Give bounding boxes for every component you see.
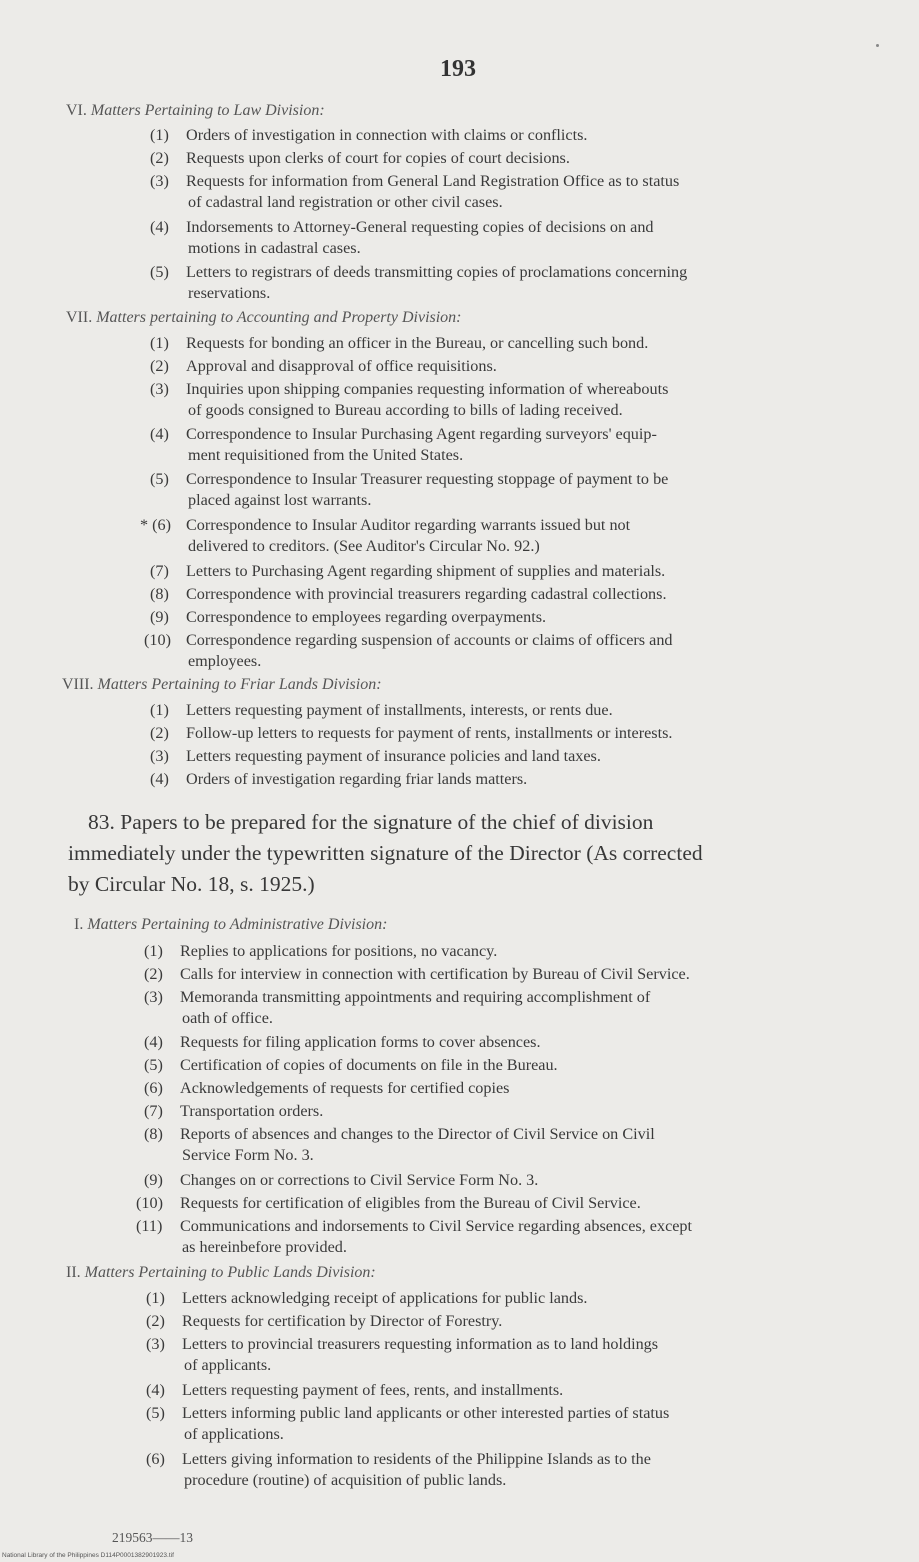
list-item <box>144 1055 880 1076</box>
section-title: Matters Pertaining to Friar Lands Division: <box>97 676 382 693</box>
list-item <box>144 941 880 962</box>
item-text: Correspondence to Insular Auditor regarding warrants issued but not <box>186 516 631 534</box>
item-number: (3) <box>150 172 169 190</box>
list-item <box>150 125 880 146</box>
list-item <box>150 424 880 466</box>
list-item <box>146 1334 880 1376</box>
item-text: Letters giving information to residents of the Philippine Islands as to the <box>182 1450 651 1468</box>
item-number: * (6) <box>140 516 172 534</box>
item-text: Correspondence to employees regarding overpayments. <box>186 608 547 626</box>
item-number: (1) <box>146 1289 165 1307</box>
item-number: (10) <box>144 631 171 649</box>
list-item <box>144 964 880 985</box>
list-item <box>150 469 880 511</box>
item-number: (2) <box>146 1312 165 1330</box>
section-number: I. <box>74 916 84 933</box>
list-item <box>150 356 880 377</box>
item-number: (9) <box>150 608 169 626</box>
list-item <box>136 1216 880 1258</box>
item-number: (5) <box>150 263 169 281</box>
item-text: Follow-up letters to requests for payment of rents, installments or interests. <box>186 724 673 742</box>
item-number: (2) <box>150 357 169 375</box>
item-text: Requests for information from General Land Registration Office as to status <box>186 172 680 190</box>
item-number: (3) <box>144 988 163 1006</box>
item-text-cont: placed against lost warrants. <box>188 491 372 509</box>
item-text: Acknowledgements of requests for certified copies <box>180 1079 510 1097</box>
section-number: VIII. <box>62 676 94 693</box>
section-number: VI. <box>66 102 87 119</box>
item-number: (7) <box>144 1102 163 1120</box>
item-text-cont: reservations. <box>188 284 271 302</box>
item-number: (3) <box>150 747 169 765</box>
item-text-cont: procedure (routine) of acquisition of public lands. <box>184 1471 507 1489</box>
item-text: Requests for certification of eligibles from the Bureau of Civil Service. <box>180 1194 641 1212</box>
item-text: Inquiries upon shipping companies requesting information of whereabouts <box>186 380 669 398</box>
list-item <box>140 515 880 557</box>
section-title: Matters Pertaining to Law Division: <box>90 102 325 119</box>
item-text: Reports of absences and changes to the Director of Civil Service on Civil <box>180 1125 655 1143</box>
item-text: Correspondence to Insular Purchasing Agent regarding surveyors' equip- <box>186 425 657 443</box>
item-number: (9) <box>144 1171 163 1189</box>
page-number: 193 <box>440 56 476 82</box>
list-item <box>150 171 880 213</box>
item-number: (5) <box>144 1056 163 1074</box>
item-number: (4) <box>150 425 169 443</box>
section-title: Matters pertaining to Accounting and Property Division: <box>96 309 462 326</box>
list-item <box>150 262 880 304</box>
item-text: Certification of copies of documents on file in the Bureau. <box>180 1056 558 1074</box>
item-text-cont: of applications. <box>184 1425 284 1443</box>
item-number: (5) <box>146 1404 165 1422</box>
section-heading <box>74 916 387 934</box>
list-item <box>146 1449 880 1491</box>
list-item <box>146 1380 880 1401</box>
item-text-cont: ment requisitioned from the United States. <box>188 446 464 464</box>
section-title: Matters Pertaining to Public Lands Division: <box>84 1264 376 1281</box>
item-text: Letters to provincial treasurers requesting information as to land holdings <box>182 1335 659 1353</box>
item-number: (5) <box>150 470 169 488</box>
section-title: Matters Pertaining to Administrative Division: <box>87 916 388 933</box>
item-text-cont: of cadastral land registration or other civil cases. <box>188 193 503 211</box>
item-text: Transportation orders. <box>180 1102 324 1120</box>
item-number: (4) <box>144 1033 163 1051</box>
paragraph-83-line: 83. Papers to be prepared for the signature of the chief of division <box>88 810 654 834</box>
list-item <box>150 723 880 744</box>
item-number: (4) <box>150 218 169 236</box>
item-number: (3) <box>146 1335 165 1353</box>
item-number: (2) <box>150 149 169 167</box>
item-number: (4) <box>146 1381 165 1399</box>
paragraph-83-line: by Circular No. 18, s. 1925.) <box>68 872 315 896</box>
list-item <box>144 1170 880 1191</box>
list-item <box>150 333 880 354</box>
section-heading <box>66 102 325 120</box>
list-item <box>146 1311 880 1332</box>
section-heading <box>66 1264 376 1282</box>
item-text: Requests for filing application forms to cover absences. <box>180 1033 541 1051</box>
item-text: Replies to applications for positions, no vacancy. <box>180 942 498 960</box>
item-number: (2) <box>150 724 169 742</box>
list-item <box>144 1101 880 1122</box>
paragraph-83-line: immediately under the typewritten signature of the Director (As corrected <box>68 841 703 865</box>
list-item <box>150 746 880 767</box>
item-number: (7) <box>150 562 169 580</box>
item-text: Correspondence regarding suspension of accounts or claims of officers and <box>186 631 673 649</box>
list-item <box>150 148 880 169</box>
item-text: Approval and disapproval of office requisitions. <box>186 357 497 375</box>
item-text: Changes on or corrections to Civil Service Form No. 3. <box>180 1171 539 1189</box>
item-number: (10) <box>136 1194 163 1212</box>
section-number: II. <box>66 1264 81 1281</box>
item-text: Communications and indorsements to Civil Service regarding absences, except <box>180 1217 693 1235</box>
list-item <box>150 561 880 582</box>
list-item <box>150 217 880 259</box>
list-item <box>144 987 880 1029</box>
item-text: Indorsements to Attorney-General requesting copies of decisions on and <box>186 218 654 236</box>
list-item <box>150 379 880 421</box>
section-number: VII. <box>66 309 93 326</box>
list-item <box>144 1124 880 1166</box>
item-number: (6) <box>144 1079 163 1097</box>
item-text-cont: motions in cadastral cases. <box>188 239 361 257</box>
list-item <box>144 1078 880 1099</box>
item-number: (1) <box>150 126 169 144</box>
item-text: Calls for interview in connection with certification by Bureau of Civil Service. <box>180 965 690 983</box>
list-item <box>150 584 880 605</box>
section-heading <box>62 676 382 694</box>
item-text: Letters requesting payment of insurance policies and land taxes. <box>186 747 601 765</box>
item-text: Letters to Purchasing Agent regarding shipment of supplies and materials. <box>186 562 666 580</box>
item-number: (8) <box>144 1125 163 1143</box>
item-text: Correspondence to Insular Treasurer requesting stoppage of payment to be <box>186 470 669 488</box>
item-text: Letters to registrars of deeds transmitting copies of proclamations concerning <box>186 263 688 281</box>
item-number: (1) <box>144 942 163 960</box>
section-heading <box>66 309 462 327</box>
item-text-cont: as hereinbefore provided. <box>182 1238 347 1256</box>
item-number: (1) <box>150 701 169 719</box>
item-text: Requests for certification by Director of Forestry. <box>182 1312 503 1330</box>
item-text: Memoranda transmitting appointments and requiring accomplishment of <box>180 988 651 1006</box>
list-item <box>144 1032 880 1053</box>
item-text: Letters requesting payment of installments, interests, or rents due. <box>186 701 613 719</box>
item-number: (6) <box>146 1450 165 1468</box>
item-number: (4) <box>150 770 169 788</box>
item-text: Letters acknowledging receipt of applications for public lands. <box>182 1289 588 1307</box>
speck <box>876 44 879 47</box>
item-text-cont: delivered to creditors. (See Auditor's Circular No. 92.) <box>188 537 540 555</box>
item-text: Orders of investigation in connection with claims or conflicts. <box>186 126 588 144</box>
list-item <box>146 1288 880 1309</box>
printer-code: 219563——13 <box>112 1530 193 1545</box>
scan-source-note: National Library of the Philippines D114P0001382901923.tif <box>2 1552 174 1559</box>
item-number: (8) <box>150 585 169 603</box>
list-item <box>150 769 880 790</box>
item-number: (3) <box>150 380 169 398</box>
item-text-cont: of applicants. <box>184 1356 272 1374</box>
item-number: (1) <box>150 334 169 352</box>
item-text-cont: oath of office. <box>182 1009 273 1027</box>
item-text-cont: Service Form No. 3. <box>182 1146 314 1164</box>
item-text: Letters informing public land applicants or other interested parties of status <box>182 1404 670 1422</box>
item-number: (2) <box>144 965 163 983</box>
item-text: Letters requesting payment of fees, rents, and installments. <box>182 1381 564 1399</box>
list-item <box>136 1193 880 1214</box>
item-text: Correspondence with provincial treasurers regarding cadastral collections. <box>186 585 667 603</box>
item-text-cont: employees. <box>188 652 262 670</box>
item-text: Requests upon clerks of court for copies of court decisions. <box>186 149 570 167</box>
list-item <box>144 630 880 672</box>
list-item <box>150 607 880 628</box>
item-text: Requests for bonding an officer in the Bureau, or cancelling such bond. <box>186 334 649 352</box>
list-item <box>150 700 880 721</box>
item-text: Orders of investigation regarding friar lands matters. <box>186 770 528 788</box>
item-text-cont: of goods consigned to Bureau according to bills of lading received. <box>188 401 623 419</box>
list-item <box>146 1403 880 1445</box>
item-number: (11) <box>136 1217 163 1235</box>
